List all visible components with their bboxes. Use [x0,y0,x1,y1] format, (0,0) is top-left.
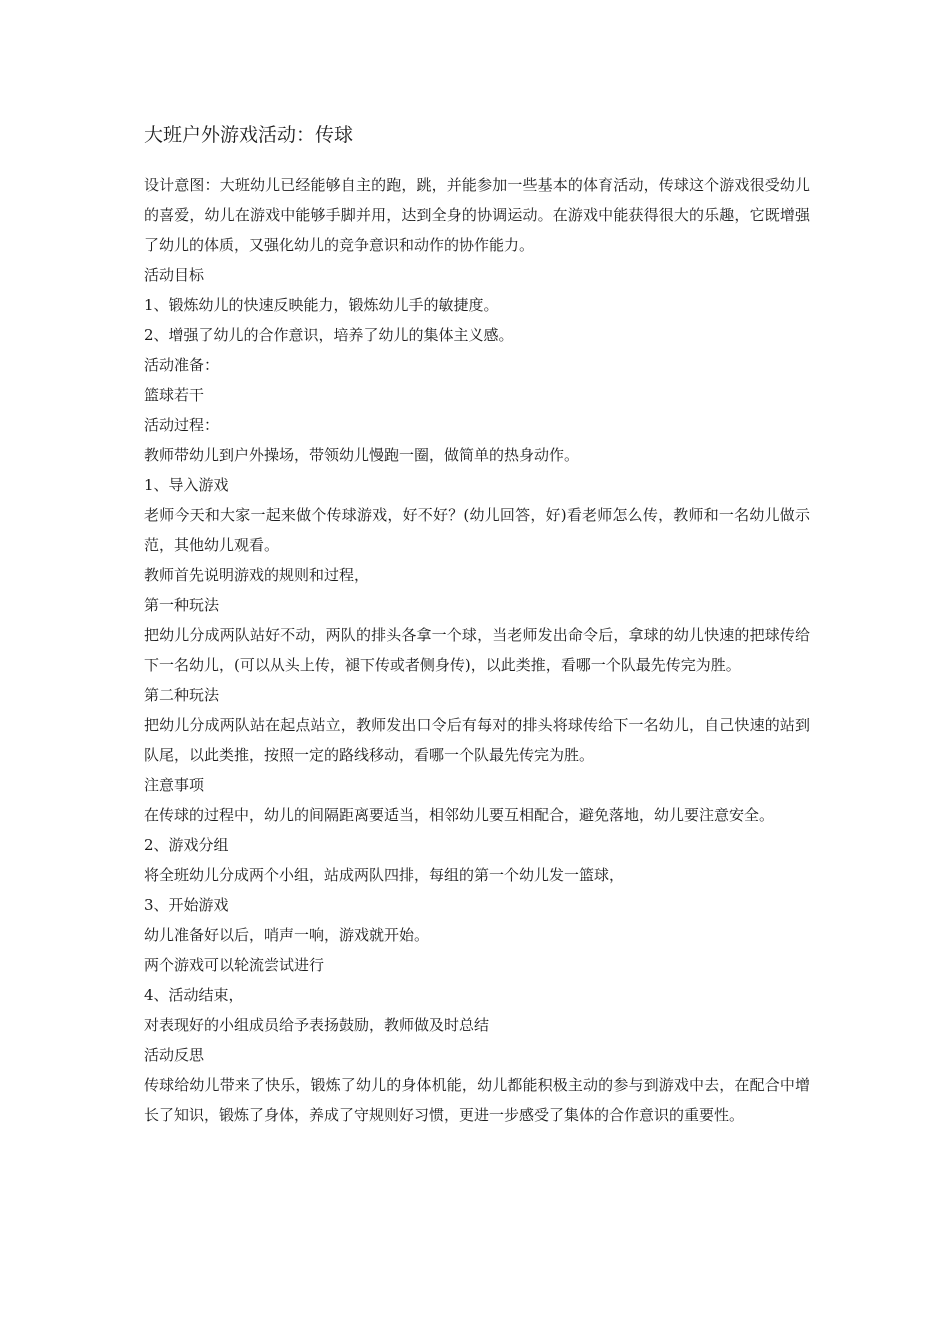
rules-intro-text: 教师首先说明游戏的规则和过程， [144,566,370,584]
step-1-heading: 1、导入游戏 [144,476,229,494]
step-1-text: 老师今天和大家一起来做个传球游戏，好不好？(幼儿回答，好)看老师怎么传，教师和一名幼儿做示范，其他幼儿观看。 [144,506,810,554]
step-2-heading: 2、游戏分组 [144,836,229,854]
goal-item-1: 1、锻炼幼儿的快速反映能力，锻炼幼儿手的敏捷度。 [144,296,499,314]
goal-item-2: 2、增强了幼儿的合作意识，培养了幼儿的集体主义感。 [144,326,514,344]
warmup-text: 教师带幼儿到户外操场，带领幼儿慢跑一圈，做简单的热身动作。 [144,446,580,464]
alternate-games-text: 两个游戏可以轮流尝试进行 [144,956,325,974]
reflection-text: 传球给幼儿带来了快乐，锻炼了幼儿的身体机能，幼儿都能积极主动的参与到游戏中去，在配合中增长了知识，锻炼了身体，养成了守规则好习惯，更进一步感受了集体的合作意识的重要性。 [144,1076,810,1124]
step-4-heading: 4、活动结束， [144,986,244,1004]
notes-heading: 注意事项 [144,776,205,794]
step-3-heading: 3、开始游戏 [144,896,229,914]
preparation-text: 篮球若干 [144,386,205,404]
method-2-text: 把幼儿分成两队站在起点站立，教师发出口令后有每对的排头将球传给下一名幼儿，自己快速的站到队尾，以此类推，按照一定的路线移动，看哪一个队最先传完为胜。 [144,716,810,764]
notes-text: 在传球的过程中，幼儿的间隔距离要适当，相邻幼儿要互相配合，避免落地，幼儿要注意安全。 [144,806,775,824]
document-title: 大班户外游戏活动：传球 [144,124,354,146]
method-1-heading: 第一种玩法 [144,596,220,614]
heading-activity-preparation: 活动准备： [144,356,220,374]
step-3-text: 幼儿准备好以后，哨声一响，游戏就开始。 [144,926,430,944]
step-2-text: 将全班幼儿分成两个小组，站成两队四排，每组的第一个幼儿发一篮球， [144,866,625,884]
reflection-heading: 活动反思 [144,1046,205,1064]
method-2-heading: 第二种玩法 [144,686,220,704]
method-1-text: 把幼儿分成两队站好不动，两队的排头各拿一个球，当老师发出命令后，拿球的幼儿快速的把球传给下一名幼儿，(可以从头上传，褪下传或者侧身传)，以此类推，看哪一个队最先传完为胜。 [144,626,810,674]
step-4-text: 对表现好的小组成员给予表扬鼓励，教师做及时总结 [144,1016,490,1034]
heading-activity-goals: 活动目标 [144,266,205,284]
document-body [144,170,810,1130]
heading-activity-process: 活动过程： [144,416,220,434]
paragraph-design-intent: 设计意图：大班幼儿已经能够自主的跑，跳，并能参加一些基本的体育活动，传球这个游戏很受幼儿的喜爱，幼儿在游戏中能够手脚并用，达到全身的协调运动。在游戏中能获得很大的乐趣，它既增强了幼儿的体质，又强化幼儿的竞争意识和动作的协作能力。 [144,176,810,254]
